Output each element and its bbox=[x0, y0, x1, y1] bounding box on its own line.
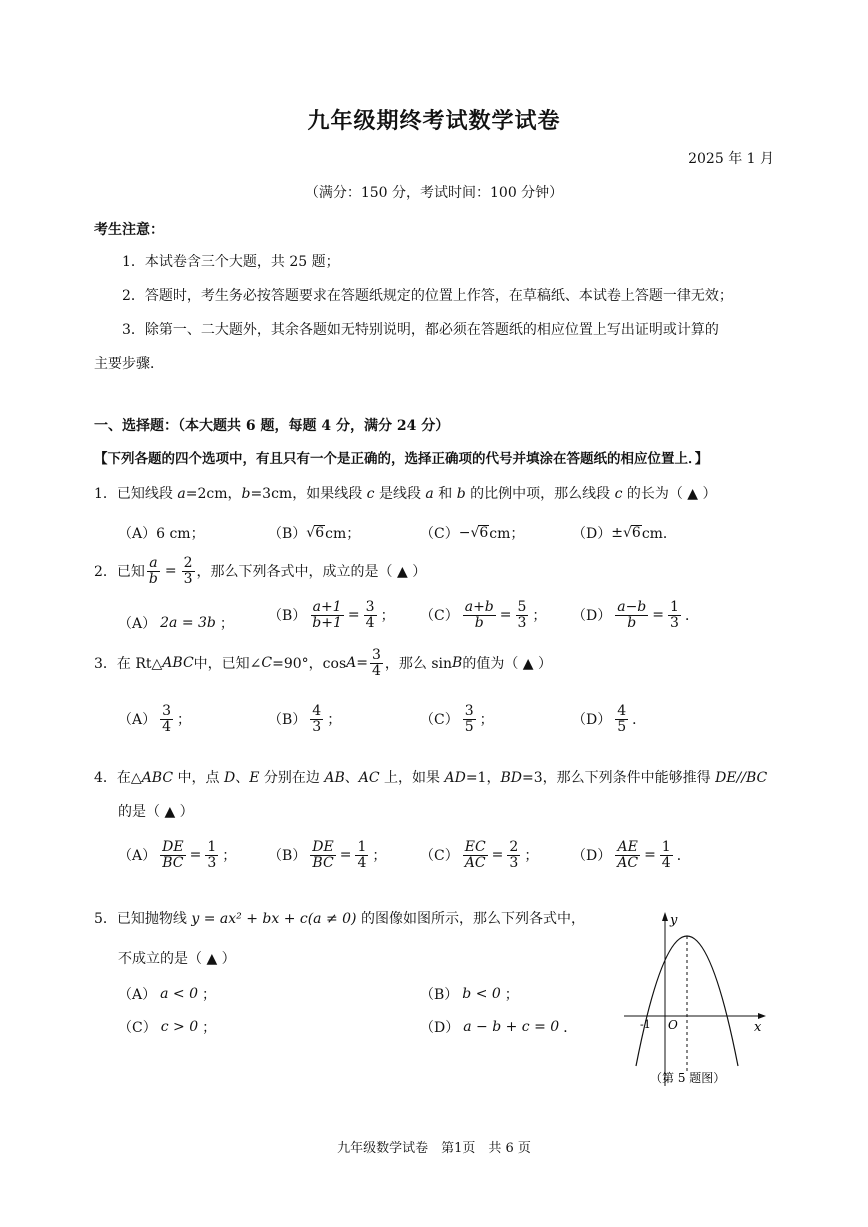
notice-item-3: 3．除第一、二大题外，其余各题如无特别说明，都必须在答题纸的相应位置上写出证明或计算的 bbox=[122, 322, 719, 338]
q3-option-d: （D） $\frac{4}{5}$ ． bbox=[572, 703, 647, 735]
question-4-cont: 的是（ ▲ ） bbox=[118, 804, 194, 820]
y-axis-arrow-icon bbox=[662, 912, 668, 921]
exam-date: 2025 年 1 月 bbox=[688, 151, 774, 167]
question-2: 2．已知 $\frac{a}{b}$ = $\frac{2}{3}$ ，那么下列各式中，成立的是（ ▲ ） bbox=[94, 555, 427, 587]
q1-option-b: （B） √ 6 cm； bbox=[268, 524, 361, 542]
figure-caption: （第 5 题图） bbox=[650, 1071, 726, 1085]
q2-option-d: （D） $\frac{a-b}{b}$ = $\frac{1}{3}$ ． bbox=[572, 599, 699, 631]
q4-option-d: （D） $\frac{AE}{AC}$ = $\frac{1}{4}$ ． bbox=[572, 839, 691, 871]
y-axis-label: y bbox=[670, 913, 678, 928]
q1-option-c: （C） −√ 6 cm； bbox=[420, 524, 525, 542]
q4-option-a: （A） $\frac{DE}{BC}$ = $\frac{1}{3}$ ； bbox=[118, 839, 237, 871]
origin-label: O bbox=[668, 1018, 678, 1032]
page-footer: 九年级数学试卷 第1页 共 6 页 bbox=[337, 1141, 531, 1156]
question-5-cont: 不成立的是（ ▲ ） bbox=[118, 951, 236, 967]
q5-option-c: （C） c > 0 ； bbox=[118, 1019, 217, 1036]
notice-item-1: 1．本试卷含三个大题，共 25 题； bbox=[122, 254, 340, 270]
q5-option-b: （B） b < 0 ； bbox=[420, 986, 519, 1003]
q2-option-b: （B） $\frac{a+1}{b+1}$ = $\frac{3}{4}$ ； bbox=[268, 599, 395, 631]
q4-option-c: （C） $\frac{EC}{AC}$ = $\frac{2}{3}$ ； bbox=[420, 839, 539, 871]
x-axis-arrow-icon bbox=[758, 1013, 766, 1019]
q3-option-c: （C） $\frac{3}{5}$ ； bbox=[420, 703, 494, 735]
q2-option-a: （A） 2a = 3b ； bbox=[118, 615, 234, 632]
question-4: 4．在△ABC 中，点 D、E 分别在边 AB、AC 上，如果 AD=1，BD=3，那么下列条件中能够推得 DE//BC bbox=[94, 770, 768, 786]
notice-heading: 考生注意： bbox=[94, 222, 164, 238]
q5-option-a: （A） a < 0 ； bbox=[118, 986, 217, 1003]
question-3: 3．在 Rt△ ABC 中，已知∠ C =90°，cos A = $\frac{3}{4}$ ，那么 sin B 的值为（ ▲ ） bbox=[94, 647, 553, 679]
section-instruction: 【下列各题的四个选项中，有且只有一个是正确的，选择正确项的代号并填涂在答题纸的相应位置上．】 bbox=[94, 451, 709, 467]
q3-option-b: （B） $\frac{4}{3}$ ； bbox=[268, 703, 342, 735]
x-axis-label: x bbox=[754, 1020, 762, 1035]
parabola-figure bbox=[620, 906, 770, 1092]
q2-option-c: （C） $\frac{a+b}{b}$ = $\frac{5}{3}$ ； bbox=[420, 599, 547, 631]
notice-item-3-cont: 主要步骤． bbox=[94, 356, 164, 372]
q4-option-b: （B） $\frac{DE}{BC}$ = $\frac{1}{4}$ ； bbox=[268, 839, 387, 871]
minus-one-label: -1 bbox=[640, 1018, 651, 1031]
q1-option-d: （D） ±√ 6 cm． bbox=[572, 524, 677, 542]
question-5: 5．已知抛物线 y = ax² + bx + c(a ≠ 0) 的图像如图所示，那么下列各式中， bbox=[94, 911, 585, 927]
exam-info: （满分：150 分，考试时间：100 分钟） bbox=[304, 185, 564, 201]
q3-option-a: （A） $\frac{3}{4}$ ； bbox=[118, 703, 192, 735]
question-1: 1．已知线段 a=2cm，b=3cm，如果线段 c 是线段 a 和 b 的比例中项，那么线段 c 的长为（ ▲ ） bbox=[94, 486, 717, 502]
q5-option-d: （D） a − b + c = 0 ． bbox=[420, 1019, 578, 1036]
section-heading: 一、选择题：（本大题共 6 题，每题 4 分，满分 24 分） bbox=[94, 418, 450, 434]
page-title: 九年级期终考试数学试卷 bbox=[307, 108, 561, 134]
q1-option-a: （A）6 cm； bbox=[118, 526, 205, 542]
notice-item-2: 2．答题时，考生务必按答题要求在答题纸规定的位置上作答，在草稿纸、本试卷上答题一律无效； bbox=[122, 288, 733, 304]
